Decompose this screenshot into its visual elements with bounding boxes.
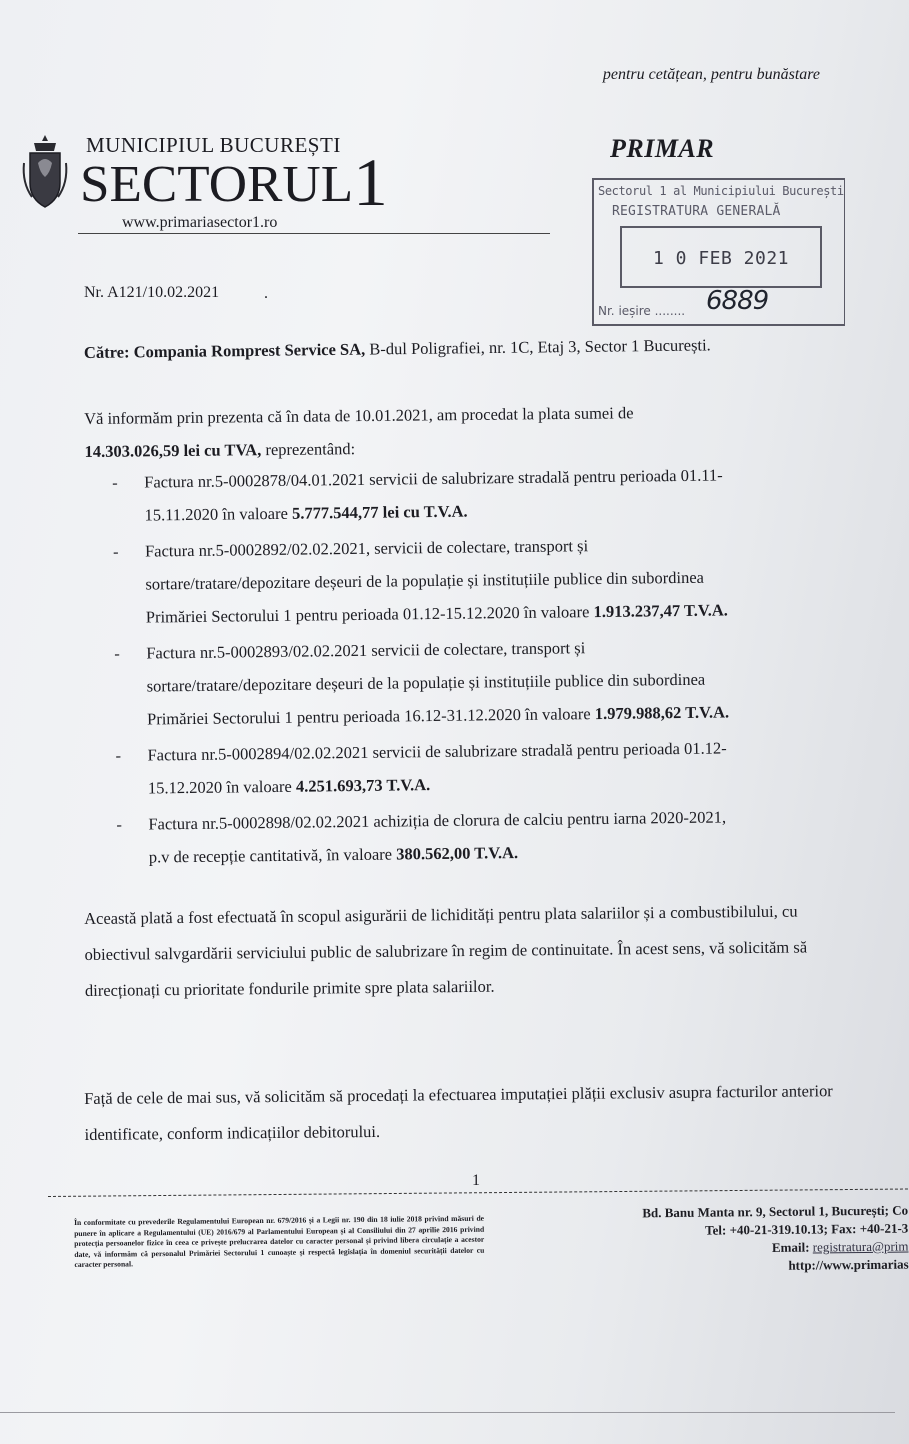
coat-of-arms-icon [20,133,70,215]
reference-number: Nr. A121/10.02.2021 [84,284,220,301]
list-item: - Factura nr.5-0002878/04.01.2021 servicii de salubrizare stradală pentru perioada 01.11- 15.11.2020 în valoare 5.777.544,77 lei cu T.V.A. [108,457,854,532]
list-item: - Factura nr.5-0002898/02.02.2021 achiziția de clorura de calciu pentru iarna 2020-2021, p.v de recepție cantitativă, în valoare 380.562,00 T.V.A. [112,799,858,874]
intro-rest: reprezentând: [261,439,356,460]
payment-purpose-paragraph: Această plată a fost efectuată în scopul asigurării de lichidități pentru plata salariilor și a combustibilului, cu obiectivul salvgardării serviciului public de salubrizare în regim de continuitate. În acest sens, vă solicităm să direcționați cu prioritate fondurile primite spre plata salariilor. [84,901,808,1000]
invoice-line: Factura nr.5-0002892/02.02.2021, servicii de colectare, transport și [144,536,589,561]
request-paragraph: Față de cele de mai sus, vă solicităm să procedați la efectuarea imputației plății exclusiv asupra facturilor anterior identificate, conform indicațiilor debitorului. [84,1081,833,1144]
registry-stamp [592,178,845,326]
address: Bd. Banu Manta nr. 9, Sectorul 1, București; Co [642,1202,909,1221]
recipient-name: Compania Romprest Service SA, [133,339,366,362]
stamp-exit-label: Nr. ieșire ........ [598,304,686,318]
contact-block [578,1202,909,1277]
intro-line: Vă informăm prin prezenta că în data de 10.01.2021, am procedat la plata sumei de [84,403,634,428]
stamp-date: 1 0 FEB 2021 [652,248,790,269]
page-number: 1 [472,1172,480,1189]
motto: pentru cetățean, pentru bunăstare [602,66,820,83]
invoice-list [108,457,858,877]
intro-amount: 14.303.026,59 lei cu TVA, [84,440,262,461]
office-title: PRIMAR [610,134,715,163]
invoice-amount: 4.251.693,73 T.V.A. [295,775,431,796]
stamp-line-1: Sectorul 1 al Municipiului București [598,184,844,198]
list-item: - Factura nr.5-0002892/02.02.2021, servicii de colectare, transport și sortare/tratare/depozitare deșeuri de la populație și instituțiile publice din subordinea Primăriei Sectorului 1 pentru perioada 01.12-15.12.2020 în valoare 1.913.237,47 T.V.A. [109,526,855,634]
sector-name: SECTORUL1 [80,144,388,220]
email-label: Email: [771,1239,813,1255]
invoice-amount: 1.979.988,62 T.V.A. [594,702,730,724]
invoice-line: Factura nr.5-0002898/02.02.2021 achiziția de clorura de calciu pentru iarna 2020-2021, [148,807,727,834]
gdpr-notice: În conformitate cu prevederile Regulamentului European nr. 679/2016 și a Legii nr. 190 din 18 iulie 2018 privind măsuri de punere în aplicare a Regulamentului (UE) 2016/679 al Parlamentului European și al Consiliului din 27 aprilie 2016 privind protecția persoanelor fizice în ceea ce privește prelucrarea datelor cu caracter personal și privind libera circulație a acestor date, vă informăm că personalul Primăriei Sectorului 1 cunoaște și respectă legislația în domeniul securității datelor cu caracter personal. [74,1213,485,1269]
email-link[interactable]: registratura@prim [812,1238,909,1255]
invoice-line: Factura nr.5-0002893/02.02.2021 servicii de colectare, transport și [146,638,586,663]
stamp-exit-number: 6889 [706,286,769,316]
invoice-line: sortare/tratare/depozitare deșeuri de la populație și instituțiile publice din subordinea [146,669,706,696]
recipient-label: Către: [83,342,130,362]
intro-paragraph [84,395,745,468]
stamp-line-2: REGISTRATURA GENERALĂ [612,204,781,219]
invoice-amount: 1.913.237,47 T.V.A. [593,600,728,622]
invoice-line: sortare/tratare/depozitare deșeuri de la populație și instituțiile publice din subordinea [145,567,705,594]
page-edge-line [0,1412,895,1413]
header-divider [78,233,550,234]
invoice-line: Factura nr.5-0002894/02.02.2021 servicii de salubrizare stradală pentru perioada 01.12- [147,738,727,765]
list-item: - Factura nr.5-0002894/02.02.2021 servicii de salubrizare stradală pentru perioada 01.12- 15.12.2020 în valoare 4.251.693,73 T.V.A. [111,730,857,805]
recipient-address: B-dul Poligrafiei, nr. 1C, Etaj 3, Sector 1 București. [365,335,711,359]
municipality-name: MUNICIPIUL BUCUREȘTI [86,133,341,157]
invoice-amount: 380.562,00 T.V.A. [396,843,519,864]
invoice-amount: 5.777.544,77 lei cu T.V.A. [291,501,468,523]
stamp-date-box [620,226,822,288]
tick-mark: . [264,285,268,302]
website: www.primariasector1.ro [122,214,278,231]
website-link[interactable]: http://www.primarias [788,1256,909,1273]
invoice-line: Factura nr.5-0002878/04.01.2021 servicii de salubrizare stradală pentru perioada 01.11- [144,465,723,492]
phone-fax: Tel: +40-21-319.10.13; Fax: +40-21-3 [705,1220,909,1238]
recipient [84,335,711,363]
list-item: - Factura nr.5-0002893/02.02.2021 servicii de colectare, transport și sortare/tratare/depozitare deșeuri de la populație și instituțiile publice din subordinea Primăriei Sectorului 1 pentru perioada 16.12-31.12.2020 în valoare 1.979.988,62 T.V.A. [110,628,856,736]
